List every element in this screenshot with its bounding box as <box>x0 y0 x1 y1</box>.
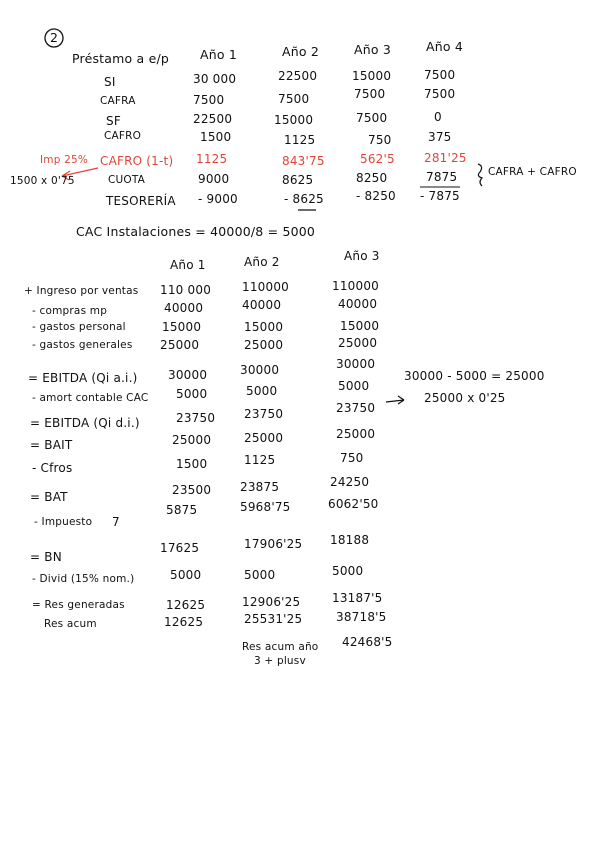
tax-calc-note: 1500 x 0'75 <box>10 175 75 187</box>
pl-cell: 5875 <box>166 503 198 517</box>
loan-cell: 8250 <box>356 171 388 185</box>
pl-cell: 5000 <box>338 379 370 393</box>
pl-cell: 38718'5 <box>336 610 387 624</box>
loan-cell: 843'75 <box>282 154 325 168</box>
pl-cell: 23750 <box>244 407 284 421</box>
pl-row-label: = BN <box>30 550 62 564</box>
pl-cell: 23750 <box>176 411 216 425</box>
pl-cell: 5000 <box>170 568 202 582</box>
loan-year-header: Año 1 <box>200 47 238 62</box>
loan-cell: 8625 <box>282 173 314 187</box>
loan-cell: - 8625 <box>284 192 324 206</box>
side-note-2: 25000 x 0'25 <box>424 391 506 405</box>
pl-cell: 5000 <box>332 564 364 578</box>
pl-cell: 110000 <box>242 280 290 294</box>
circled-number: 2 <box>50 30 59 45</box>
cuota-note: CAFRA + CAFRO <box>488 166 577 178</box>
pl-cell: 13187'5 <box>332 591 383 605</box>
loan-cell: - 8250 <box>356 189 396 203</box>
pl-cell: 25000 <box>244 431 284 445</box>
loan-cell: 7500 <box>356 111 388 125</box>
loan-cell: 7500 <box>193 93 225 107</box>
loan-cell: 750 <box>368 133 392 147</box>
loan-cell: 7500 <box>278 92 310 106</box>
loan-cell: - 9000 <box>198 192 238 206</box>
loan-cell: 375 <box>428 130 452 144</box>
pl-cell: 24250 <box>330 475 370 489</box>
loan-cell: 15000 <box>274 113 314 127</box>
loan-year-header: Año 2 <box>282 44 320 59</box>
pl-cell: 23875 <box>240 480 280 494</box>
loan-year-header: Año 4 <box>426 39 464 54</box>
loan-cell: 0 <box>434 110 442 124</box>
pl-cell: 25000 <box>172 433 212 447</box>
pl-cell: 12625 <box>164 615 204 629</box>
pl-cell: 15000 <box>244 320 284 334</box>
loan-cell: 7500 <box>424 68 456 82</box>
pl-cell: 25531'25 <box>244 612 303 626</box>
loan-row-label: SI <box>104 75 116 89</box>
impuesto-mark: 7 <box>112 515 120 529</box>
loan-row-label: CUOTA <box>108 174 146 186</box>
pl-row-label: - gastos generales <box>32 339 133 351</box>
loan-year-header: Año 3 <box>354 42 392 57</box>
pl-cell: 5000 <box>246 384 278 398</box>
loan-cell: 1125 <box>284 133 316 147</box>
pl-cell: 40000 <box>242 298 282 312</box>
loan-cell: 562'5 <box>360 152 395 166</box>
res-acum-note-1: Res acum año <box>242 641 319 653</box>
pl-cell: 1125 <box>244 453 276 467</box>
pl-cell: 25000 <box>338 336 378 350</box>
pl-cell: 110000 <box>332 279 380 293</box>
pl-year-header: Año 3 <box>344 249 380 263</box>
loan-title: Préstamo a e/p <box>72 51 170 66</box>
pl-year-header: Año 1 <box>170 258 206 272</box>
loan-cell: 1500 <box>200 130 232 144</box>
loan-cell: 7500 <box>354 87 386 101</box>
pl-cell: 17906'25 <box>244 537 303 551</box>
pl-cell: 750 <box>340 451 364 465</box>
pl-cell: 15000 <box>340 319 380 333</box>
res-acum-final: 42468'5 <box>342 635 393 649</box>
pl-row-label: = Res generadas <box>32 599 125 611</box>
pl-row-label: - Cfros <box>32 461 73 475</box>
loan-row-label: CAFRA <box>100 95 136 107</box>
loan-cell: 15000 <box>352 69 392 83</box>
pl-cell: 5000 <box>176 387 208 401</box>
loan-row-label: TESORERÍA <box>106 194 176 208</box>
pl-cell: 25000 <box>160 338 200 352</box>
pl-row-label: = EBITDA (Qi a.i.) <box>28 371 138 385</box>
loan-cell: 1125 <box>196 152 228 166</box>
side-note-1: 30000 - 5000 = 25000 <box>404 369 545 383</box>
pl-cell: 30000 <box>240 363 280 377</box>
cac-line: CAC Instalaciones = 40000/8 = 5000 <box>76 224 316 239</box>
loan-cell: 281'25 <box>424 151 467 165</box>
pl-row-label: + Ingreso por ventas <box>24 285 139 297</box>
pl-cell: 23750 <box>336 401 376 415</box>
pl-year-header: Año 2 <box>244 255 280 269</box>
loan-cell: 9000 <box>198 172 230 186</box>
pl-cell: 12625 <box>166 598 206 612</box>
pl-cell: 30000 <box>168 368 208 382</box>
loan-cell: 22500 <box>278 69 318 83</box>
pl-row-label: - Divid (15% nom.) <box>32 573 135 585</box>
pl-cell: 23500 <box>172 483 212 497</box>
brace-mark <box>478 164 482 186</box>
pl-row-label: - compras mp <box>32 305 108 317</box>
loan-cell: - 7875 <box>420 189 460 203</box>
pl-row-label: - gastos personal <box>32 321 126 333</box>
pl-cell: 25000 <box>244 338 284 352</box>
pl-row-label: = BAIT <box>30 438 73 452</box>
pl-cell: 5000 <box>244 568 276 582</box>
loan-row-label: SF <box>106 114 121 128</box>
res-acum-note-2: 3 + plusv <box>254 655 306 667</box>
pl-cell: 1500 <box>176 457 208 471</box>
pl-row-label: - amort contable CAC <box>32 392 149 404</box>
loan-cell: 22500 <box>193 112 233 126</box>
pl-row-label: - Impuesto <box>34 516 93 528</box>
loan-cell: 30 000 <box>193 72 237 86</box>
tax-note: Imp 25% <box>40 154 89 166</box>
pl-row-label: Res acum <box>44 618 97 630</box>
pl-cell: 17625 <box>160 541 200 555</box>
pl-cell: 15000 <box>162 320 202 334</box>
pl-row-label: = EBITDA (Qi d.i.) <box>30 416 140 430</box>
loan-row-label: CAFRO (1-t) <box>100 154 174 168</box>
pl-cell: 30000 <box>336 357 376 371</box>
pl-cell: 5968'75 <box>240 500 291 514</box>
pl-cell: 40000 <box>338 297 378 311</box>
loan-cell: 7875 <box>426 170 458 184</box>
loan-cell: 7500 <box>424 87 456 101</box>
pl-cell: 110 000 <box>160 283 212 297</box>
pl-row-label: = BAT <box>30 490 68 504</box>
pl-cell: 25000 <box>336 427 376 441</box>
pl-cell: 40000 <box>164 301 204 315</box>
pl-cell: 18188 <box>330 533 370 547</box>
pl-cell: 6062'50 <box>328 497 379 511</box>
loan-row-label: CAFRO <box>104 130 142 142</box>
pl-cell: 12906'25 <box>242 595 301 609</box>
